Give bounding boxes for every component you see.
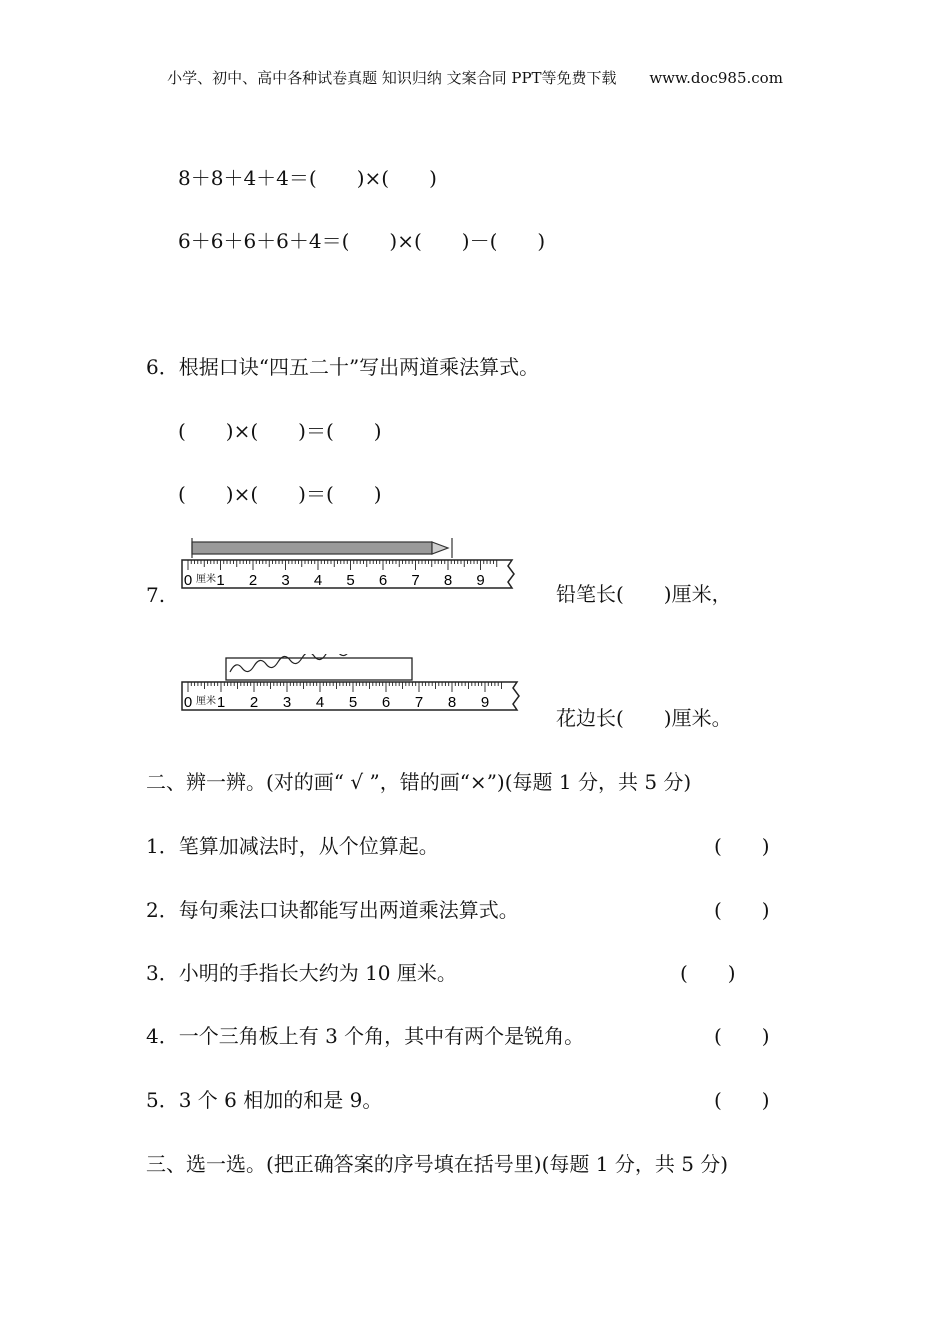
q7-lace-text: 花边长( )厘米。 bbox=[556, 706, 732, 730]
section2-title: 二、辨一辨。(对的画“ √ ”，错的画“×”)(每题 1 分，共 5 分) bbox=[146, 770, 692, 794]
q6-blank-1: ( )×( )＝( ) bbox=[178, 419, 382, 443]
lace-strip bbox=[226, 658, 412, 680]
q5-equation-1: 8＋8＋4＋4＝( )×( ) bbox=[178, 166, 437, 190]
header-site: www.doc985.com bbox=[649, 69, 783, 87]
ruler-label: 2 bbox=[248, 572, 258, 589]
page-header bbox=[0, 66, 950, 90]
judge-answer-4[interactable]: ( ) bbox=[714, 1024, 770, 1048]
ruler-label: 1 bbox=[216, 694, 226, 711]
ruler-label: 6 bbox=[381, 694, 391, 711]
q6-title: 6．根据口诀“四五二十”写出两道乘法算式。 bbox=[146, 355, 540, 379]
ruler-label: 1 bbox=[216, 572, 225, 589]
ruler-label: 3 bbox=[282, 694, 292, 711]
judge-answer-5[interactable]: ( ) bbox=[714, 1088, 770, 1112]
q6-blank-2: ( )×( )＝( ) bbox=[178, 482, 382, 506]
header-text: 小学、初中、高中各种试卷真题 知识归纳 文案合同 PPT等免费下载 bbox=[167, 69, 617, 87]
ruler-label: 8 bbox=[443, 572, 453, 589]
judge-item-5: 5．3 个 6 相加的和是 9。 bbox=[146, 1088, 383, 1112]
judge-item-3: 3．小明的手指长大约为 10 厘米。 bbox=[146, 961, 457, 985]
ruler-label: 9 bbox=[476, 572, 485, 589]
ruler-label: 9 bbox=[480, 694, 490, 711]
ruler-label: 5 bbox=[348, 694, 358, 711]
ruler-label: 4 bbox=[315, 694, 325, 711]
judge-item-4: 4．一个三角板上有 3 个角，其中有两个是锐角。 bbox=[146, 1024, 585, 1048]
ruler-label: 5 bbox=[346, 572, 355, 589]
pencil-ruler-unit: 厘米 bbox=[196, 574, 216, 585]
judge-answer-1[interactable]: ( ) bbox=[714, 834, 770, 858]
judge-answer-2[interactable]: ( ) bbox=[714, 898, 770, 922]
ruler-label: 7 bbox=[414, 694, 424, 711]
q7-number: 7. bbox=[146, 583, 166, 607]
judge-answer-3[interactable]: ( ) bbox=[680, 961, 736, 985]
section3-title: 三、选一选。(把正确答案的序号填在括号里)(每题 1 分，共 5 分) bbox=[146, 1152, 729, 1176]
judge-item-2: 2．每句乘法口诀都能写出两道乘法算式。 bbox=[146, 898, 519, 922]
ruler-label: 0 bbox=[183, 694, 193, 711]
judge-item-1: 1．笔算加减法时，从个位算起。 bbox=[146, 834, 439, 858]
q5-equation-2: 6＋6＋6＋6＋4＝( )×( )－( ) bbox=[178, 229, 546, 253]
q7-pencil-text: 铅笔长( )厘米， bbox=[556, 582, 732, 606]
lace-ruler-unit: 厘米 bbox=[196, 696, 216, 707]
ruler-label: 3 bbox=[281, 572, 290, 589]
ruler-label: 7 bbox=[411, 572, 420, 589]
lace-ruler-figure bbox=[180, 654, 525, 714]
pencil-tip bbox=[432, 542, 448, 554]
ruler-label: 6 bbox=[378, 572, 388, 589]
pencil-ruler-figure bbox=[180, 536, 520, 592]
ruler-label: 0 bbox=[183, 572, 193, 589]
ruler-label: 4 bbox=[313, 572, 323, 589]
pencil-body bbox=[192, 542, 432, 554]
ruler-label: 2 bbox=[249, 694, 259, 711]
ruler-label: 8 bbox=[447, 694, 457, 711]
